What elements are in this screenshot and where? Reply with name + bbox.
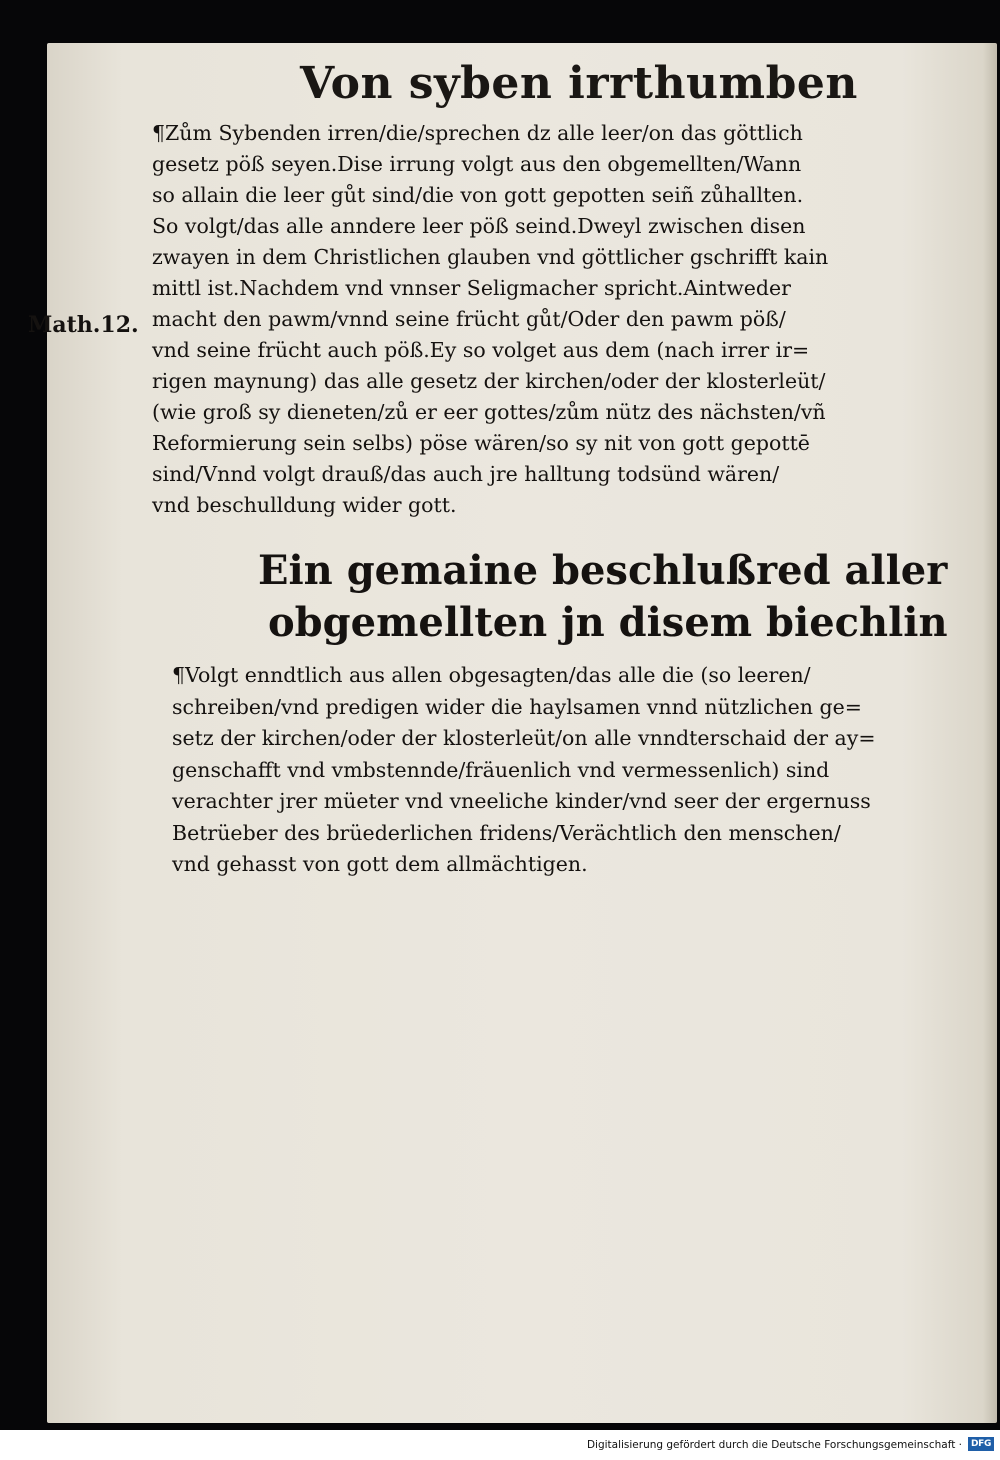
paragraph-1 [152, 118, 892, 521]
text-line: macht den pawm/vnnd seine frücht gůt/Oder den pawm pöß/ [152, 307, 786, 331]
footer-bar [0, 1430, 1000, 1460]
text-line: schreiben/vnd predigen wider die haylsamen vnnd nützlichen ge= [172, 694, 862, 719]
text-line: sind/Vnnd volgt drauß/das auch jre halltung todsünd wären/ [152, 462, 780, 486]
text-line: genschafft vnd vmbstennde/fräuenlich vnd vermessenlich) sind [172, 757, 830, 782]
text-line: So volgt/das alle anndere leer pöß seind.Dweyl zwischen disen [152, 214, 806, 238]
text-line: verachter jrer müeter vnd vneeliche kinder/vnd seer der ergernuss [172, 789, 871, 813]
section-heading [258, 545, 948, 649]
dfg-logo: DFG [968, 1437, 994, 1451]
text-line: so allain die leer gůt sind/die von gott gepotten seiñ zůhallten. [152, 183, 804, 207]
text-line: (wie groß sy dieneten/zů er eer gottes/zům nütz des nächsten/vñ [152, 400, 826, 424]
running-head: Von syben irrthumben [300, 58, 858, 109]
text-line: vnd gehasst von gott dem allmächtigen. [172, 852, 588, 876]
heading-line: Ein gemaine beschlußred aller [258, 547, 948, 594]
text-line: ¶Zům Sybenden irren/die/sprechen dz alle leer/on das göttlich [152, 121, 803, 145]
text-line: rigen maynung) das alle gesetz der kirchen/oder der klosterleüt/ [152, 369, 826, 393]
marginal-note: Math.12. [28, 312, 139, 338]
text-line: mittl ist.Nachdem vnd vnnser Seligmacher spricht.Aintweder [152, 276, 791, 300]
text-line: vnd seine frücht auch pöß.Ey so volget aus dem (nach irrer ir= [152, 338, 810, 362]
paragraph-2 [172, 660, 912, 881]
text-line: zwayen in dem Christlichen glauben vnd göttlicher gschrifft kain [152, 245, 829, 269]
text-line: Reformierung sein selbs) pöse wären/so sy nit von gott gepottē [152, 431, 810, 455]
text-line: Betrüeber des brüederlichen fridens/Verächtlich den menschen/ [172, 820, 841, 845]
footer-credit: Digitalisierung gefördert durch die Deutsche Forschungsgemeinschaft · [586, 1439, 962, 1451]
page-edge-shadow [983, 43, 997, 1423]
text-line: gesetz pöß seyen.Dise irrung volgt aus den obgemellten/Wann [152, 152, 802, 176]
text-line: ¶Volgt enndtlich aus allen obgesagten/das alle die (so leeren/ [172, 663, 811, 687]
heading-line: obgemellten jn disem biechlin [268, 599, 948, 646]
text-line: vnd beschulldung wider gott. [152, 493, 457, 517]
text-line: setz der kirchen/oder der klosterleüt/on alle vnndterschaid der ay= [172, 726, 876, 750]
